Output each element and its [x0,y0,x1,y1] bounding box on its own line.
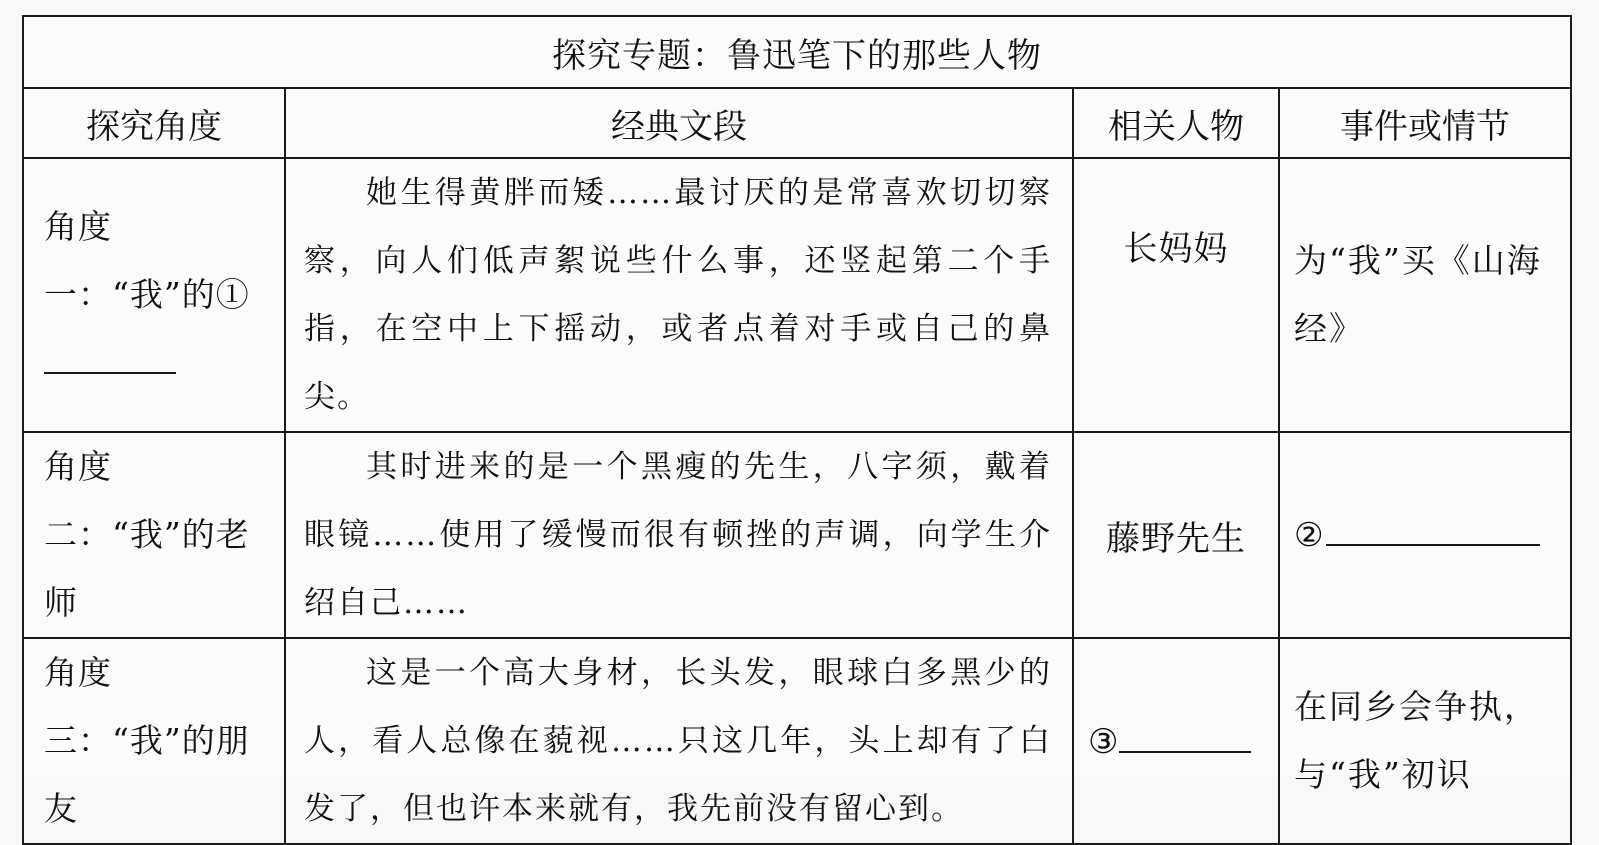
person-cell [1073,638,1279,844]
person-cell: 长妈妈 [1073,158,1279,432]
table-title: 探究专题：鲁迅笔下的那些人物 [23,16,1571,88]
event-cell [1279,432,1571,638]
angle-cell: 角度三：“我”的朋友 [23,638,285,844]
person-cell: 藤野先生 [1073,432,1279,638]
header-event: 事件或情节 [1279,88,1571,158]
table-row [23,158,1571,432]
answer-blank-1[interactable] [44,342,176,374]
header-angle: 探究角度 [23,88,285,158]
passage-cell: 她生得黄胖而矮……最讨厌的是常喜欢切切察察，向人们低声絮说些什么事，还竖起第二个手指，在空中上下摇动，或者点着对手或自己的鼻尖。 [285,158,1073,432]
answer-blank-3[interactable] [1119,721,1251,753]
table-row [23,432,1571,638]
research-table [22,15,1572,845]
header-row [23,88,1571,158]
event-cell: 为“我”买《山海经》 [1279,158,1571,432]
angle-text: 角度一：“我”的① [44,207,250,314]
answer-blank-2[interactable] [1326,514,1540,546]
document-sheet [22,15,1570,828]
header-passage: 经典文段 [285,88,1073,158]
event-cell: 在同乡会争执，与“我”初识 [1279,638,1571,844]
angle-cell: 角度二：“我”的老师 [23,432,285,638]
angle-cell [23,158,285,432]
passage-cell: 其时进来的是一个黑瘦的先生，八字须，戴着眼镜……使用了缓慢而很有顿挫的声调，向学生介绍自己…… [285,432,1073,638]
passage-cell: 这是一个高大身材，长头发，眼球白多黑少的人，看人总像在藐视……只这几年，头上却有了白发了，但也许本来就有，我先前没有留心到。 [285,638,1073,844]
header-person: 相关人物 [1073,88,1279,158]
person-text: ③ [1088,721,1120,762]
table-row [23,638,1571,844]
event-text: ② [1294,515,1326,554]
